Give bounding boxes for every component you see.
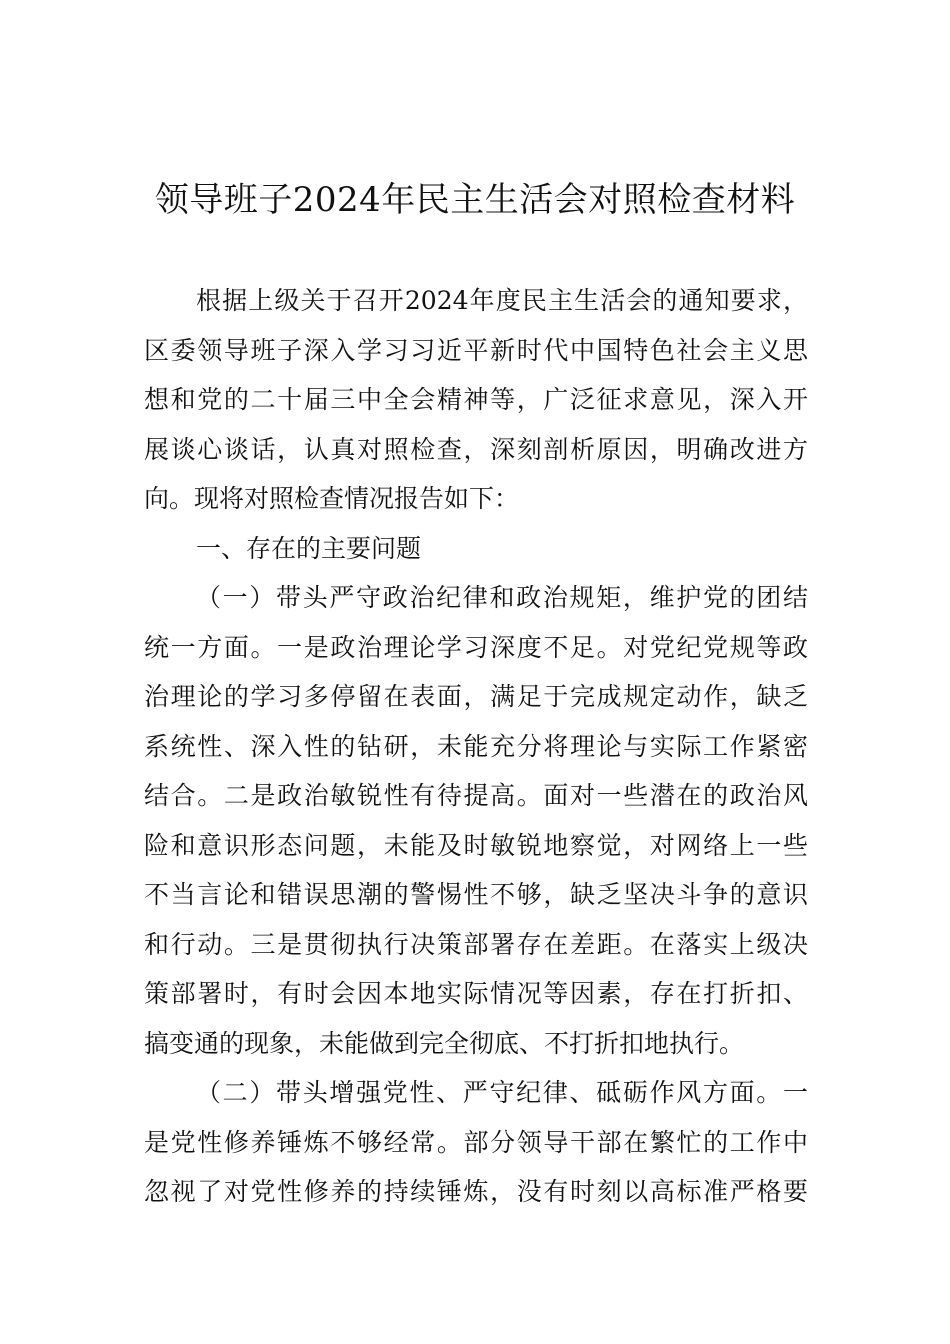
paragraph-line: 治理论的学习多停留在表面，满足于完成规定动作，缺乏	[144, 682, 808, 711]
paragraph-line: 不当言论和错误思潮的警惕性不够，缺乏坚决斗争的意识	[144, 880, 808, 909]
paragraph-line: （一）带头严守政治纪律和政治规矩，维护党的团结	[196, 583, 808, 612]
paragraph-line: 忽视了对党性修养的持续锤炼，没有时刻以高标准严格要	[144, 1177, 808, 1206]
paragraph-line: 系统性、深入性的钻研，未能充分将理论与实际工作紧密	[144, 731, 808, 761]
paragraph-line: 展谈心谈话，认真对照检查，深刻剖析原因，明确改进方	[144, 434, 808, 464]
paragraph-line: 区委领导班子深入学习习近平新时代中国特色社会主义思	[144, 335, 808, 365]
document-title: 领导班子2024年民主生活会对照检查材料	[154, 180, 796, 220]
paragraph-line: 向。现将对照检查情况报告如下：	[144, 484, 520, 513]
paragraph-line: 统一方面。一是政治理论学习深度不足。对党纪党规等政	[144, 632, 808, 662]
section-heading: 一、存在的主要问题	[196, 533, 422, 563]
paragraph-line: 策部署时，有时会因本地实际情况等因素，存在打折扣、	[144, 979, 808, 1008]
paragraph-line: 搞变通的现象，未能做到完全彻底、不打折扣地执行。	[144, 1028, 745, 1058]
paragraph-line: 根据上级关于召开2024年度民主生活会的通知要求，	[196, 286, 808, 315]
paragraph-line: 是党性修养锤炼不够经常。部分领导干部在繁忙的工作中	[144, 1127, 808, 1157]
document-body	[144, 276, 808, 1217]
paragraph-line: （二）带头增强党性、严守纪律、砥砺作风方面。一	[196, 1078, 808, 1107]
paragraph-line: 和行动。三是贯彻执行决策部署存在差距。在落实上级决	[144, 929, 808, 959]
paragraph-line: 险和意识形态问题，未能及时敏锐地察觉，对网络上一些	[144, 830, 808, 860]
paragraph-line: 想和党的二十届三中全会精神等，广泛征求意见，深入开	[144, 385, 808, 414]
paragraph-line: 结合。二是政治敏锐性有待提高。面对一些潜在的政治风	[144, 781, 808, 810]
